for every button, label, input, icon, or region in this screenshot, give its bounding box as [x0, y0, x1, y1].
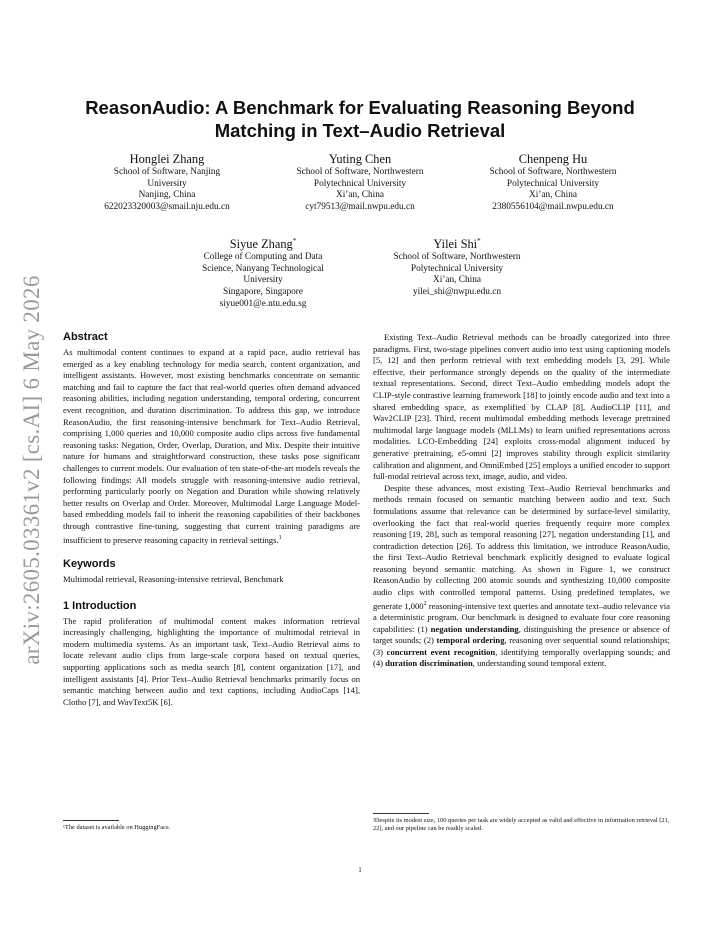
keywords-text: Multimodal retrieval, Reasoning-intensive retrieval, Benchmark: [63, 573, 284, 584]
author-email: 2380556104@mail.nwpu.edu.cn: [492, 201, 614, 212]
author-email: cyt79513@mail.nwpu.edu.cn: [305, 201, 415, 212]
left-column: [63, 331, 360, 708]
author-email: yilei_shi@nwpu.edu.cn: [412, 286, 502, 297]
abstract-heading: Abstract: [63, 331, 108, 343]
author-name: Siyue Zhang*: [229, 237, 297, 252]
page-number: 1: [358, 866, 362, 874]
body-paragraph: Despite these advances, most existing Text–Audio Retrieval benchmarks and methods remain focused on semantic matching between audio and text. Such formulations assume that relevance can be determined by surface-level similarity, overlooking the fact that real-world queries frequently require more complex reasoning [19, 28], such as temporal reasoning [27], negation understanding [1], and contradiction detection [26]. To address this limitation, we introduce ReasonAudio, the first Text–Audio Retrieval benchmark explicitly designed to evaluate logical reasoning beyond semantic matching. As shown in Figure 1, we construct ReasonAudio by collecting 200 atomic sounds and synthesizing 10,000 composite audio clips with controlled temporal patterns. Using predefined templates, we generate 1,000$^2$ reasoning-intensive text queries and annotate text–audio relevance via a deterministic program. Our benchmark is designed to evaluate four core reasoning capabilities: (1) negation understanding, distinguishing the presence or absence of target sounds; (2) temporal ordering, reasoning over sequential sound relationships; (3) concurrent event recognition, identifying temporally overlapping sounds; and (4) duration discrimination, understanding sound temporal extent.: [373, 482, 671, 669]
author-block: Honglei Zhang School of Software, Nanjing University Nanjing, China 622023320003@smail.nju.edu.cn: [67, 152, 267, 213]
author-name: Yuting Chen: [328, 152, 392, 166]
arxiv-stamp: arXiv:2605.03361v2 [cs.AI] 6 May 2026: [19, 275, 44, 665]
body-paragraph: Existing Text–Audio Retrieval methods can be broadly categorized into three paradigms. First, two-stage pipelines convert audio into text using captioning models [5, 12] and then perform retrieval with text embedding models [3, 29]. While effective, their performance strongly depends on the quality of the intermediate textual representations. Second, direct Text–Audio embedding models adopt the CLIP-style contrastive learning framework [18] to jointly encode audio and text into a shared embedding space, as exemplified by CLAP [8], AudioCLIP [11], and Wav2CLIP [23]. Third, recent multimodal embedding methods leverage pretrained multimodal large language models (MLLMs) to learn unified representations across modalities. LCO-Embedding [24] exploits cross-modal alignment induced by generative pretraining, e5-omni [2] improves stability through explicit similarity calibration and alignment, and OmniEmbed [25] employs a unified encoder to support full-modal retrieval across text, image, audio, and video.: [373, 332, 670, 482]
section-heading: 1 Introduction: [63, 599, 137, 612]
paper-title: ReasonAudio: A Benchmark for Evaluating Reasoning Beyond Matching in Text–Audio Retrieval: [85, 97, 635, 141]
author-block: Chenpeng Hu School of Software, Northwestern Polytechnical University Xi’an, China 2380556104@mail.nwpu.edu.cn: [453, 152, 653, 213]
footnote-rule: [63, 820, 119, 821]
author-name: Honglei Zhang: [129, 152, 205, 166]
right-column: [373, 332, 670, 670]
author-email: 622023320003@smail.nju.edu.cn: [104, 201, 230, 212]
author-name: Yilei Shi*: [433, 237, 481, 252]
footnote-rule: [373, 813, 429, 814]
keywords-heading: Keywords: [63, 557, 116, 570]
intro-paragraph: The rapid proliferation of multimodal content makes information retrieval increasingly challenging, highlighting the importance of multimodal retrieval in modern multimedia systems. As an important task, Text–Audio Retrieval aims to locate relevant audio clips from large-scale corpora based on textual queries, supporting applications such as media search [8], content organization [17], and intelligent assistants [4]. Prior Text–Audio Retrieval benchmarks primarily focus on semantic matching between audio and text captions, including AudioCaps [14], Clotho [7], and WavText5K [6].: [63, 615, 360, 707]
author-block: Yilei Shi* School of Software, Northwestern Polytechnical University Xi’an, China yilei_shi@nwpu.edu.cn: [357, 234, 557, 299]
author-block: Yuting Chen School of Software, Northwestern Polytechnical University Xi’an, China cyt79513@mail.nwpu.edu.cn: [260, 152, 460, 213]
author-block: Siyue Zhang* College of Computing and Data Science, Nanyang Technological University Singapore, Singapore siyue001@e.ntu.edu.sg: [163, 234, 363, 310]
footnote: ¹The dataset is available on HuggingFace.: [63, 824, 171, 831]
footnote: ²Despite its modest size, 100 queries per task are widely accepted as valid and effective in information retrieval [21, 22], and our pipeline can be readily scaled.: [373, 817, 670, 832]
abstract-text: As multimodal content continues to expand at a rapid pace, audio retrieval has emerged as a key enabling technology for media search, content organization, and intelligent assistants. However, most existing benchmarks concentrate on semantic matching and fail to capture the fact that real-world queries often demand advanced reasoning abilities, including negation understanding, temporal ordering, concurrent event recognition, and duration discrimination. To address this gap, we introduce ReasonAudio, the first reasoning-intensive benchmark for Text–Audio Retrieval, comprising 1,000 queries and 10,000 composite audio clips across five fundamental reasoning tasks: Negation, Order, Overlap, Duration, and Mix. Despite their intuitive nature for humans and straightforward construction, these tasks pose significant challenges to current models. Our evaluation of ten state-of-the-art models reveals the following findings: All models struggle with reasoning-intensive audio retrieval, performing particularly poorly on Negation and Duration while showing relatively better results on Overlap and Order. Moreover, Multimodal Large Language Model-based embedding models fail to inherit the reasoning capabilities of their backbones through contrastive fine-tuning, suggesting that current training paradigms are insufficient to preserve reasoning capacity in retrieval settings.$^1$: [63, 347, 360, 545]
author-email: siyue001@e.ntu.edu.sg: [219, 298, 307, 309]
author-name: Chenpeng Hu: [518, 152, 588, 166]
